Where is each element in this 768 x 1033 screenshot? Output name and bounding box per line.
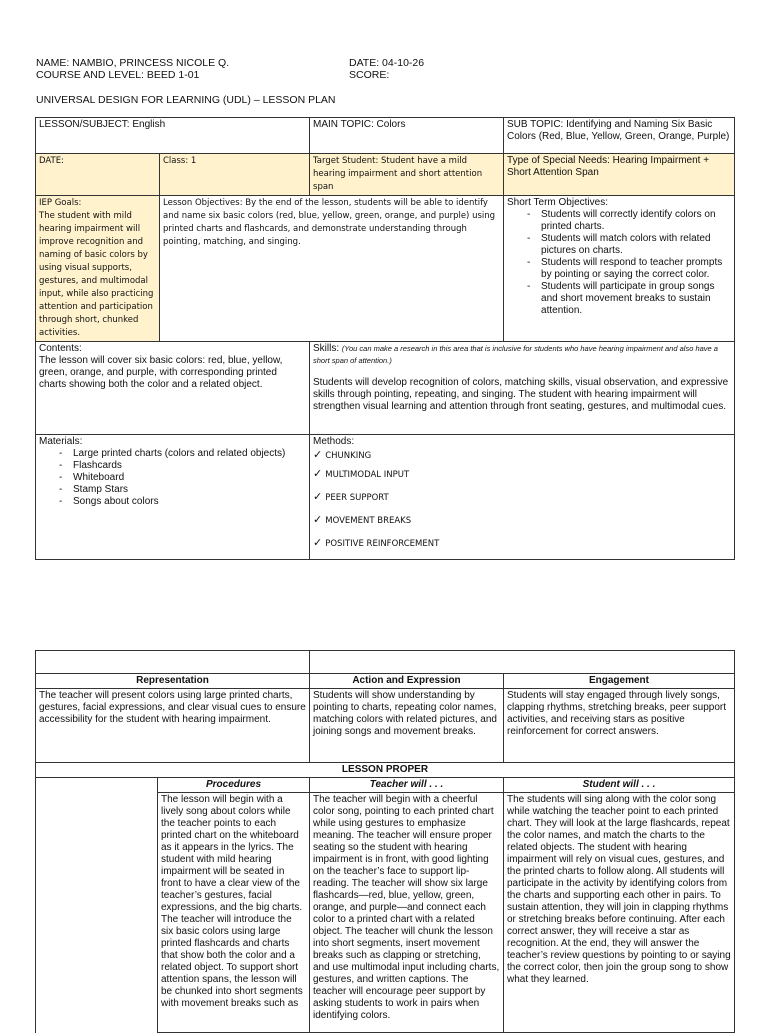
- udl-table: [35, 650, 735, 1033]
- teacher-header: Teacher will . . .: [310, 778, 504, 793]
- skills-cell: [310, 342, 735, 435]
- check-icon: ✓: [313, 448, 323, 461]
- list-item: - Stamp Stars: [59, 484, 306, 496]
- action-expression-header: Action and Expression: [310, 674, 504, 689]
- student-text: The students will sing along with the color song while watching the teacher point to each printed chart. They will look at the large flashcards, repeat the color names, and match the charts to the related objects. The student with hearing impairment will rely on visual cues, gestures, and the printed charts to follow along. All students will participate in the activity by identifying colors from the charts and supporting each other in pairs. To sustain attention, they will join in clapping rhythms or stretching breaks before continuing. After each correct answer, they will receive a star as recognition. At the end, they will answer the teacher’s review questions by pointing to or saying the correct color, then join the group song to show what they learned.: [504, 793, 735, 1033]
- student-name: NAME: NAMBIO, PRINCESS NICOLE Q.: [36, 57, 230, 69]
- main-topic: MAIN TOPIC: Colors: [310, 118, 504, 154]
- list-item: - Students will respond to teacher prompts by pointing or saying the correct color.: [527, 257, 731, 281]
- materials-title: Materials:: [39, 436, 83, 447]
- short-term-title: Short Term Objectives:: [507, 197, 608, 208]
- methods-cell: [310, 435, 735, 560]
- class-label: Class: 1: [160, 154, 310, 196]
- check-icon: ✓: [313, 467, 323, 480]
- short-term-list: [507, 209, 731, 317]
- method-item: ✓ MULTIMODAL INPUT: [313, 467, 410, 480]
- contents-title: Contents:: [39, 343, 82, 354]
- skills-title: Skills:: [313, 343, 340, 354]
- lesson-proper-header: LESSON PROPER: [36, 763, 735, 778]
- representation-header: Representation: [36, 674, 310, 689]
- short-term-objectives: [504, 196, 735, 342]
- representation-text: The teacher will present colors using large printed charts, gestures, facial expressions, and clear visual cues to ensure accessibility for the student with hearing impairment.: [36, 689, 310, 763]
- document-title: UNIVERSAL DESIGN FOR LEARNING (UDL) – LESSON PLAN: [36, 94, 336, 106]
- method-item: ✓ CHUNKING: [313, 448, 372, 461]
- student-header: Student will . . .: [504, 778, 735, 793]
- list-item: - Students will correctly identify colors on printed charts.: [527, 209, 731, 233]
- methods-title: Methods:: [313, 436, 355, 447]
- list-item: - Large printed charts (colors and related objects): [59, 448, 306, 460]
- lesson-objectives: Lesson Objectives: By the end of the lesson, students will be able to identify and name six basic colors (red, blue, yellow, green, orange, and purple) using printed charts and flashcards, and demonstrate understanding through pointing, matching, and singing.: [160, 196, 504, 342]
- engagement-header: Engagement: [504, 674, 735, 689]
- check-icon: ✓: [313, 490, 323, 503]
- engagement-text: Students will stay engaged through lively songs, clapping rhythms, stretching breaks, peer support activities, and receiving stars as positive reinforcement for correct answers.: [504, 689, 735, 763]
- procedures-text: The lesson will begin with a lively song about colors while the teacher points to each printed chart on the whiteboard as it appears in the lyrics. The student with mild hearing impairment will be seated in front to have a clear view of the teacher’s gestures, facial expressions, and the big charts. The teacher will introduce the six basic colors using large printed flashcards and charts that show both the color and a related object. To support short attention spans, the lesson will be chunked into short segments with movement breaks such as: [158, 793, 310, 1033]
- score-field: SCORE:: [349, 69, 390, 81]
- method-item: ✓ POSITIVE REINFORCEMENT: [313, 536, 440, 549]
- procedures-header: Procedures: [158, 778, 310, 793]
- contents-cell: [36, 342, 310, 435]
- list-item: - Whiteboard: [59, 472, 306, 484]
- lesson-plan-table: [35, 117, 735, 560]
- materials-cell: [36, 435, 310, 560]
- iep-goals: IEP Goals: The student with mild hearing impairment will improve recognition and naming of basic colors by using visual supports, gestures, and multimodal input, while also practicing attention and participation through short, chunked activities.: [36, 196, 160, 342]
- contents-text: The lesson will cover six basic colors: red, blue, yellow, green, orange, and purple, with corresponding printed charts showing both the color and a related object.: [39, 355, 283, 390]
- list-item: - Songs about colors: [59, 496, 306, 508]
- lesson-subject: LESSON/SUBJECT: English: [36, 118, 310, 154]
- list-item: - Students will participate in group songs and short movement breaks to sustain attention.: [527, 281, 731, 317]
- course-level: COURSE AND LEVEL: BEED 1-01: [36, 69, 200, 81]
- materials-list: [39, 448, 306, 508]
- check-icon: ✓: [313, 536, 323, 549]
- target-student: Target Student: Student have a mild hearing impairment and short attention span: [310, 154, 504, 196]
- method-item: ✓ MOVEMENT BREAKS: [313, 513, 412, 526]
- list-item: - Students will match colors with related pictures on charts.: [527, 233, 731, 257]
- teacher-text: The teacher will begin with a cheerful color song, pointing to each printed chart while using gestures to emphasize meaning. The teacher will ensure proper seating so the student with hearing impairment is in front, with good lighting on the teacher’s face to support lip-reading. The teacher will show six large flashcards—red, blue, yellow, green, orange, and purple—and connect each color to a printed chart with a related object. The teacher will chunk the lesson into short segments, insert movement breaks such as clapping or stretching, and use multimodal input including charts, gestures, and written captions. The teacher will encourage peer support by asking students to work in pairs when identifying colors.: [310, 793, 504, 1033]
- skills-text: Students will develop recognition of colors, matching skills, visual observation, and expressive skills through pointing, repeating, and singing. The student with hearing impairment will strengthen visual learning and attention through front seating, gestures, and multimodal cues.: [313, 377, 729, 412]
- action-expression-text: Students will show understanding by pointing to charts, repeating color names, matching colors with related pictures, and joining songs and movement breaks.: [310, 689, 504, 763]
- check-icon: ✓: [313, 513, 323, 526]
- sub-topic: SUB TOPIC: Identifying and Naming Six Basic Colors (Red, Blue, Yellow, Green, Orange, Purple): [504, 118, 735, 154]
- special-needs: Type of Special Needs: Hearing Impairment + Short Attention Span: [504, 154, 735, 196]
- method-item: ✓ PEER SUPPORT: [313, 490, 389, 503]
- list-item: - Flashcards: [59, 460, 306, 472]
- date-label: DATE:: [36, 154, 160, 196]
- skills-note: (You can make a research in this area that is inclusive for students who have hearing impairment and also have a short span of attention.): [313, 344, 718, 365]
- date-field: DATE: 04-10-26: [349, 57, 425, 69]
